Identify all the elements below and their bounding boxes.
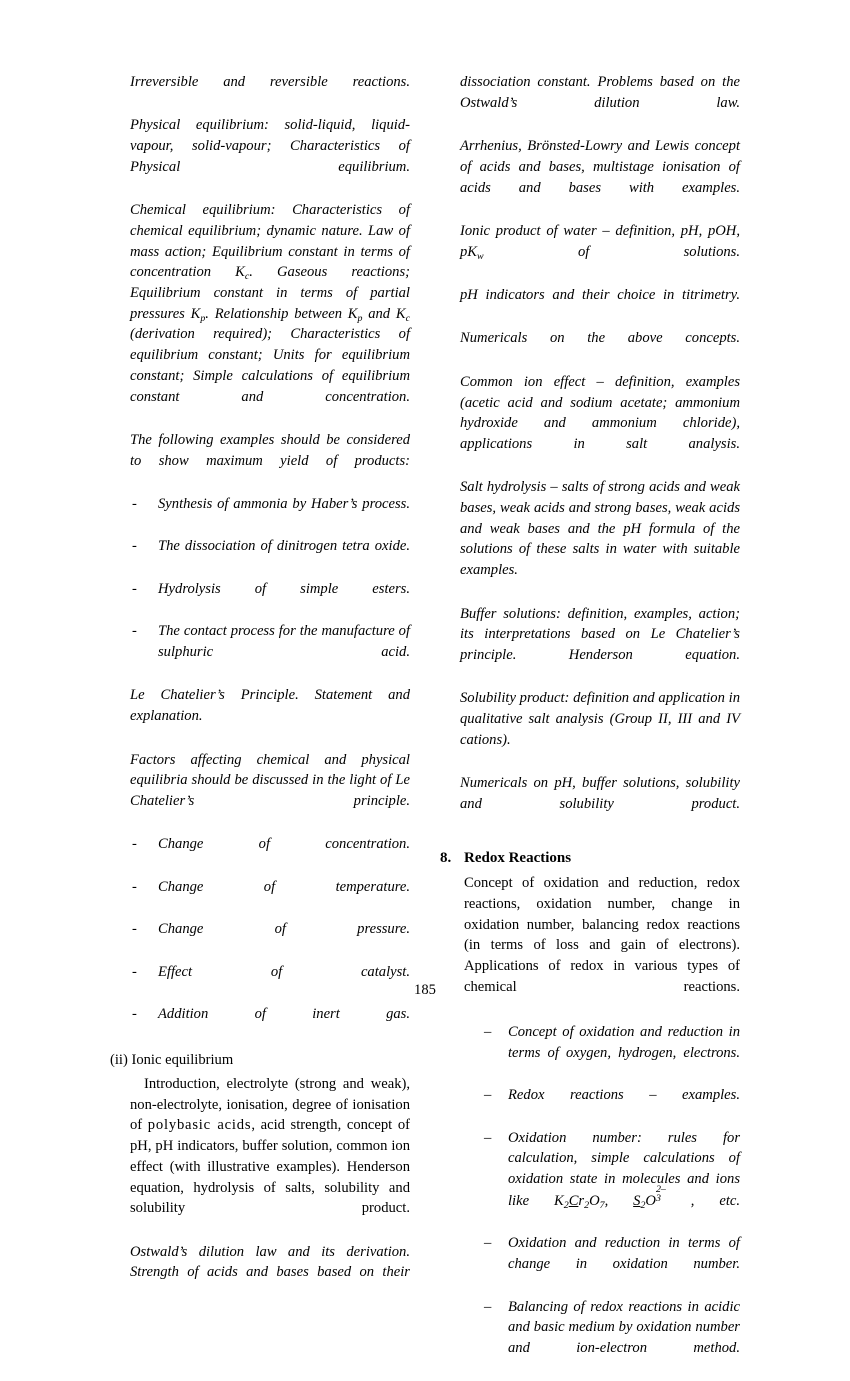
paragraph-ostwald-dilution-law: Ostwald’s dilution law and its derivation. Strength of acids and bases based on their xyxy=(130,1243,410,1281)
paragraph-ph-indicators: pH indicators and their choice in titrimetry. xyxy=(460,287,740,304)
ionic-intro-text-2: , acid strength, concept of pH, pH indicators, buffer solution, common ion effect (with illustrative examples). Henderson equation, hydrolysis of salts, solubility and solubility product. xyxy=(130,1117,410,1217)
paragraph-physical-equilibrium: Physical equilibrium: solid-liquid, liquid-vapour, solid-vapour; Characteristics of Physical equilibrium. xyxy=(130,117,410,175)
formula-o-subscript: 7 xyxy=(599,1199,605,1211)
paragraph-factors-affecting: Factors affecting chemical and physical equilibria should be discussed in the light of Le Chatelier’s principle. xyxy=(130,751,410,809)
list-item-text: The dissociation of dinitrogen tetra oxide. xyxy=(158,538,410,555)
hyphen-bullet-icon: - xyxy=(132,496,137,513)
paragraph-common-ion-effect: Common ion effect – definition, examples (acetic acid and sodium acetate; ammonium hydroxide and ammonium chloride), applications in salt analysis. xyxy=(460,373,740,452)
list-item-text: Redox reactions – examples. xyxy=(508,1087,740,1104)
chem-eq-text-1: Chemical equilibrium: Characteristics of chemical equilibrium; dynamic nature. Law of mass action; Equilibrium constant in terms of concentration K xyxy=(130,202,410,281)
factors-list xyxy=(110,834,410,1045)
list-item-text: Hydrolysis of simple esters. xyxy=(158,580,410,597)
endash-bullet-icon: – xyxy=(484,1235,492,1252)
hyphen-bullet-icon: - xyxy=(132,580,137,597)
kp-subscript-2: p xyxy=(357,312,363,324)
formula-charge-and-count xyxy=(655,1184,666,1205)
list-item-text-before: Oxidation number: rules for calculation, simple calculations of oxidation state in molecules and ions like xyxy=(508,1129,740,1209)
list-item-text: Concept of oxidation and reduction in terms of oxygen, hydrogen, electrons. xyxy=(508,1024,740,1061)
endash-bullet-icon: – xyxy=(484,1087,492,1104)
list-item-text: Synthesis of ammonia by Haber’s process. xyxy=(158,496,410,513)
paragraph-arrhenius-bronsted-lewis: Arrhenius, Brönsted-Lowry and Lewis concept of acids and bases, multistage ionisation of acids and bases with examples. xyxy=(460,138,740,196)
ionic-intro-tracked-text: polybasic acids xyxy=(147,1117,252,1134)
formula-cr-subscript: 2 xyxy=(584,1199,590,1211)
kc-subscript-2: c xyxy=(405,312,410,324)
paragraph-numericals-above-concepts: Numericals on the above concepts. xyxy=(460,330,740,347)
list-item xyxy=(110,1004,410,1045)
list-item xyxy=(110,834,410,875)
hyphen-bullet-icon: - xyxy=(132,878,137,895)
list-item xyxy=(464,1085,740,1126)
hyphen-bullet-icon: - xyxy=(132,1005,137,1022)
endash-bullet-icon: – xyxy=(484,1024,492,1041)
list-item xyxy=(110,919,410,960)
formula-s-subscript: 2 xyxy=(640,1199,646,1211)
list-item xyxy=(110,621,410,683)
list-item xyxy=(110,536,410,577)
list-item-with-formula xyxy=(464,1128,740,1233)
examples-list xyxy=(110,494,410,683)
chem-eq-text-3: . Relationship between K xyxy=(205,305,358,322)
ionic-product-text-1: Ionic product of water – definition, pH, pOH, pK xyxy=(460,222,740,260)
list-item xyxy=(464,1233,740,1295)
ionic-product-text-2: of solutions. xyxy=(483,243,740,260)
section-heading-redox-reactions xyxy=(440,848,740,869)
right-column xyxy=(440,72,740,1381)
endash-bullet-icon: – xyxy=(484,1129,492,1146)
list-item-text: Oxidation and reduction in terms of change in oxidation number. xyxy=(508,1235,740,1273)
list-item-text-after: , etc. xyxy=(665,1193,741,1209)
formula-o2: O xyxy=(645,1193,656,1209)
hyphen-bullet-icon: - xyxy=(132,538,137,555)
subsection-heading-ionic-equilibrium: (ii) Ionic equilibrium xyxy=(110,1052,234,1069)
formula-o: O xyxy=(589,1193,600,1209)
ionic-intro-text-1: Introduction, electrolyte (strong and weak), non-electrolyte, ionisation, degree of ionisation of xyxy=(130,1076,410,1134)
kp-subscript-1: p xyxy=(200,312,206,324)
paragraph-ionic-product-of-water xyxy=(440,221,740,283)
chem-eq-text-5: (derivation required); Characteristics of equilibrium constant; Units for equilibrium constant; Simple calculations of equilibrium constant and concentration. xyxy=(130,326,410,405)
paragraph-examples-intro: The following examples should be considered to show maximum yield of products: xyxy=(130,431,410,469)
kc-subscript-1: c xyxy=(244,271,250,283)
paragraph-chemical-equilibrium xyxy=(110,200,410,428)
list-item-text: Balancing of redox reactions in acidic and basic medium by oxidation number and ion-electron method. xyxy=(508,1298,740,1356)
page-number: 185 xyxy=(414,982,436,998)
formula-separator: , xyxy=(604,1193,634,1209)
chem-eq-text-2: . Gaseous reactions; Equilibrium constant in terms of partial pressures K xyxy=(130,264,410,322)
redox-points-list xyxy=(440,1022,740,1379)
formula-o2-subscript-count: 3 xyxy=(655,1193,661,1205)
formula-cr-r: r xyxy=(578,1193,585,1209)
list-item-text: Addition of inert gas. xyxy=(158,1005,410,1022)
pkw-subscript: w xyxy=(477,250,484,262)
hyphen-bullet-icon: - xyxy=(132,963,137,980)
hyphen-bullet-icon: - xyxy=(132,836,137,853)
list-item xyxy=(110,877,410,918)
section-number: 8. xyxy=(440,850,452,867)
list-item xyxy=(110,494,410,535)
paragraph-irreversible-reversible: Irreversible and reversible reactions. xyxy=(130,74,410,90)
hyphen-bullet-icon: - xyxy=(132,623,137,640)
paragraph-numericals-ph-buffer: Numericals on pH, buffer solutions, solubility and solubility product. xyxy=(460,775,740,812)
formula-s-underlined: S xyxy=(633,1193,641,1209)
section-title: Redox Reactions xyxy=(464,850,572,867)
paragraph-salt-hydrolysis: Salt hydrolysis – salts of strong acids and weak bases, weak acids and strong bases, weak acids and weak bases and the pH formula of the solutions of these salts in water with suitable examples. xyxy=(460,479,740,579)
paragraph-solubility-product: Solubility product: definition and application in qualitative salt analysis (Group II, III and IV cations). xyxy=(460,690,740,748)
left-column xyxy=(110,72,410,1306)
formula-cr-c-underlined: C xyxy=(568,1193,579,1209)
formula-k: K xyxy=(554,1193,564,1209)
chem-eq-text-4: and K xyxy=(362,305,406,322)
chemical-formula-dichromate-thiosulfate xyxy=(554,1184,666,1211)
endash-bullet-icon: – xyxy=(484,1298,492,1315)
list-item-text: Change of pressure. xyxy=(158,921,410,938)
paragraph-dissociation-constant-continued: dissociation constant. Problems based on the Ostwald’s dilution law. xyxy=(460,74,740,111)
list-item-text: Change of concentration. xyxy=(158,836,410,853)
formula-o2-superscript-charge: 2– xyxy=(655,1184,666,1196)
paragraph-ionic-introduction xyxy=(110,1074,410,1240)
paragraph-buffer-solutions: Buffer solutions: definition, examples, action; its interpretations based on Le Chatelier’s principle. Henderson equation. xyxy=(460,605,740,663)
hyphen-bullet-icon: - xyxy=(132,921,137,938)
list-item xyxy=(110,579,410,620)
list-item xyxy=(464,1022,740,1084)
list-item-text: The contact process for the manufacture of sulphuric acid. xyxy=(158,623,410,660)
paragraph-le-chatelier-statement: Le Chatelier’s Principle. Statement and explanation. xyxy=(130,687,410,725)
list-item xyxy=(464,1297,740,1380)
formula-k-subscript: 2 xyxy=(563,1199,569,1211)
list-item-text: Effect of catalyst. xyxy=(158,963,410,980)
section-body-redox: Concept of oxidation and reduction, redox reactions, oxidation number, change in oxidation number, balancing redox reactions (in terms of loss and gain of electrons). Applications of redox in various types of chemical reactions. xyxy=(464,875,740,995)
list-item-text: Change of temperature. xyxy=(158,878,410,895)
